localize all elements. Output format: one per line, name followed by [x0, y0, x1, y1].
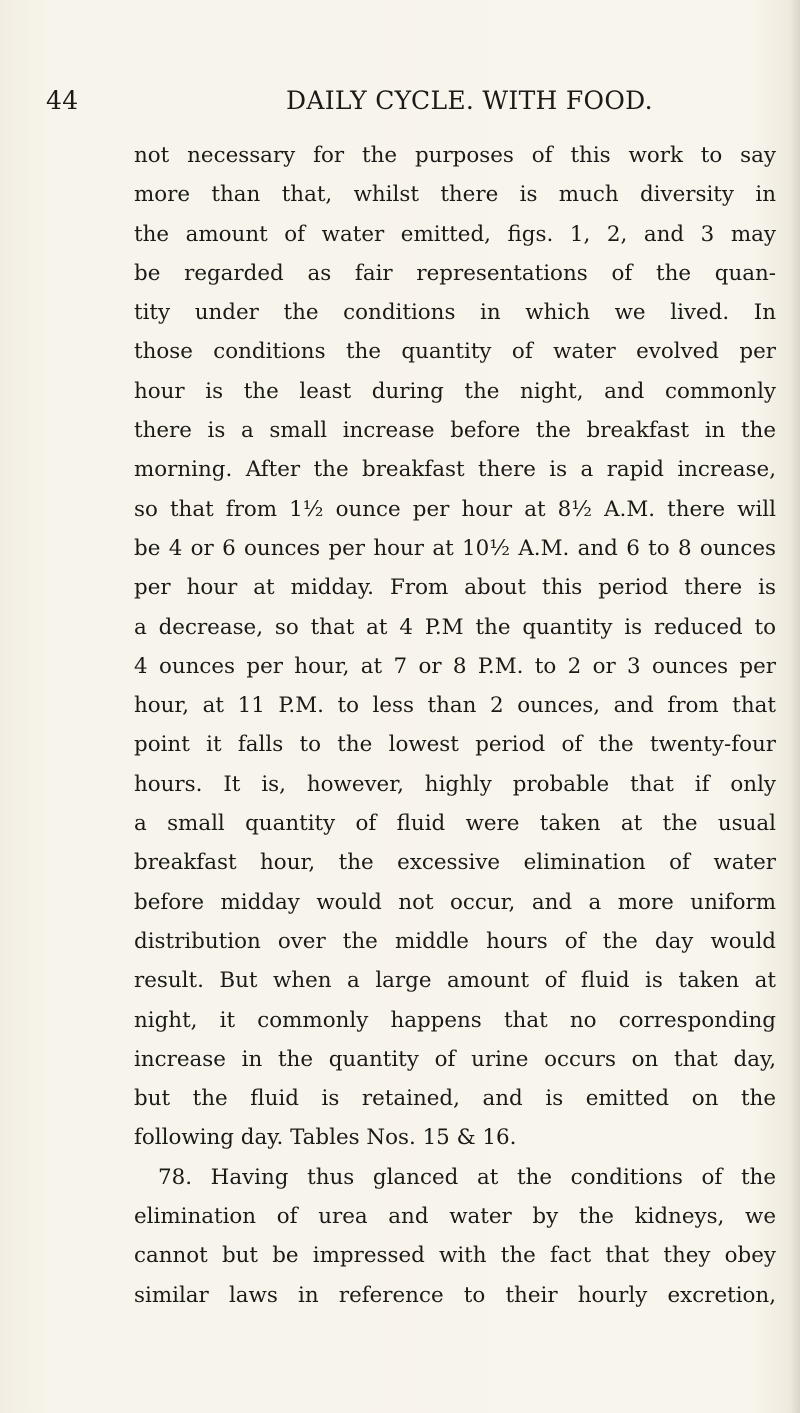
text-line: before midday would not occur, and a more uniform — [134, 889, 776, 915]
text-line: increase in the quantity of urine occurs on that day, — [134, 1046, 776, 1072]
text-line: a decrease, so that at 4 P.M the quantity is reduced to — [134, 614, 776, 640]
body-text — [134, 136, 776, 1315]
text-line-first: 78. Having thus glanced at the conditions of the — [158, 1164, 776, 1190]
text-line: a small quantity of fluid were taken at the usual — [134, 811, 776, 837]
text-line: cannot but be impressed with the fact that they obey — [134, 1243, 776, 1269]
text-line: point it falls to the lowest period of the twenty-four — [134, 732, 776, 758]
text-line: 4 ounces per hour, at 7 or 8 P.M. to 2 or 3 ounces per — [134, 653, 776, 679]
text-line: so that from 1½ ounce per hour at 8½ A.M. there will — [134, 496, 776, 522]
page-edge-shadow — [790, 0, 800, 1413]
text-line: not necessary for the purposes of this work to say — [134, 143, 776, 168]
paragraph-continued — [134, 136, 776, 1158]
text-line: distribution over the middle hours of the day would — [134, 928, 776, 954]
text-line: those conditions the quantity of water evolved per — [134, 339, 776, 365]
text-line: hours. It is, however, highly probable that if only — [134, 771, 776, 797]
text-line: similar laws in reference to their hourly excretion, — [134, 1282, 776, 1308]
text-line: but the fluid is retained, and is emitted on the — [134, 1086, 776, 1112]
running-head — [46, 86, 766, 122]
text-line: more than that, whilst there is much diversity in — [134, 182, 776, 208]
text-line: hour, at 11 P.M. to less than 2 ounces, and from that — [134, 693, 776, 719]
text-line: be 4 or 6 ounces per hour at 10½ A.M. and 6 to 8 ounces — [134, 535, 776, 561]
text-line: tity under the conditions in which we lived. In — [134, 300, 776, 326]
text-line: there is a small increase before the breakfast in the — [134, 418, 776, 444]
text-line: per hour at midday. From about this period there is — [134, 575, 776, 601]
text-line: night, it commonly happens that no corresponding — [134, 1007, 776, 1033]
text-line: result. But when a large amount of fluid is taken at — [134, 968, 776, 994]
text-line: hour is the least during the night, and commonly — [134, 378, 776, 404]
text-line: be regarded as fair representations of the quan- — [134, 260, 776, 286]
text-line-last: following day. Tables Nos. 15 & 16. — [134, 1125, 517, 1151]
running-head-title: DAILY CYCLE. WITH FOOD. — [286, 86, 653, 115]
text-line: the amount of water emitted, figs. 1, 2, and 3 may — [134, 221, 776, 247]
text-line: morning. After the breakfast there is a rapid increase, — [134, 457, 776, 483]
text-line: breakfast hour, the excessive elimination of water — [134, 850, 776, 876]
paragraph-78 — [134, 1158, 776, 1315]
text-line: elimination of urea and water by the kidneys, we — [134, 1204, 776, 1230]
page-number: 44 — [46, 86, 79, 115]
